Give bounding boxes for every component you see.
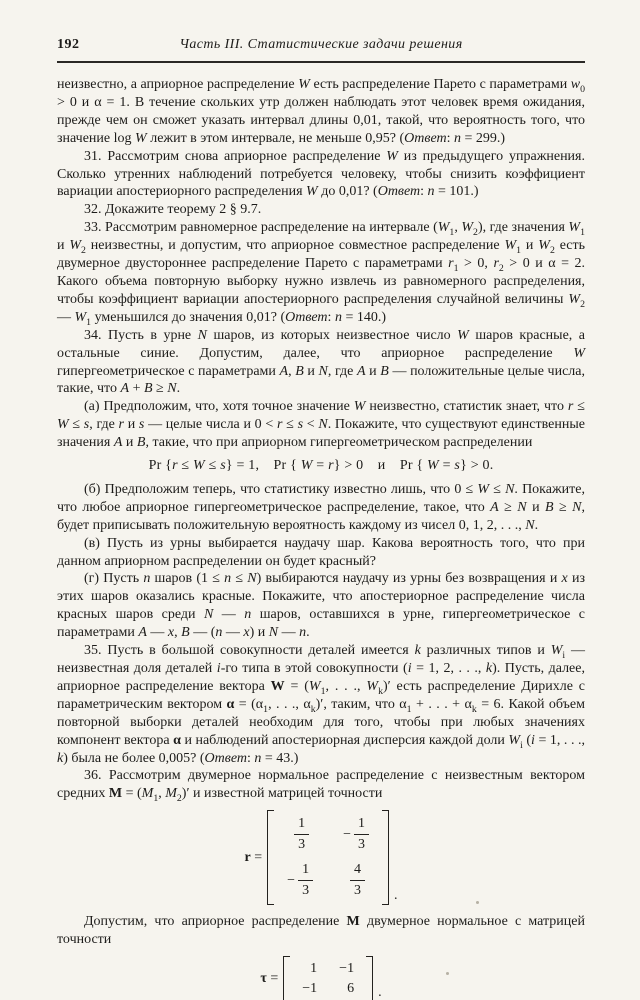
probability-formula: Pr {r ≤ W ≤ s} = 1, Pr { W = r} > 0 и Pr { W = s} > 0. xyxy=(148,458,494,474)
left-bracket xyxy=(283,956,290,1000)
exercise-33: 33. Рассмотрим равномерное распределение на интервале ($W_1$, $W_2$), где значения $W_1$ и $W_2$ неизвестны, и допустим, что априорное совместное распределение $W_1$ и $W_2$ есть двумерное двустороннее распределение Парето с параметрами $r_1 > 0$, $r_2 > 0$ и α = 2. Какого объема повторную выборку нужно извлечь из равномерного распределения, чтобы коэффициент вариации апостериорного распределения случайной величины $W_2$ — $W_1$ уменьшился до значения 0,01? (Ответ: n = 140.) xyxy=(57,220,586,328)
exercise-36-continuation: Допустим, что априорное распределение M двумерное нормальное с матрицей точности xyxy=(57,913,585,947)
precision-matrix-r xyxy=(57,810,585,905)
matrix-tau-body xyxy=(283,956,373,1000)
paragraph-continuation: неизвестно, а априорное распределение W есть распределение Парето с параметрами $w_0 > 0$ и α = 1. В течение скольких утр должен наблюдать этот человек время ожидания, прежде чем он сможет указать интервал длины 0,01, такой, что вероятность того, что значение log W лежит в этом интервале, не меньше 0,95? (Ответ: n = 299.) xyxy=(57,77,586,146)
exercise-35: 35. Пусть в большой совокупности деталей имеется k различных типов и $W_i$ — неизвестная доля деталей i-го типа в этой совокупности (i = 1, 2, . . ., k). Пусть, далее, априорное распределение вектора $W = (W_1$, . . ., $W_k)'$ есть распределение Дирихле с параметрическим вектором $\alpha = (\alpha_1$, . . ., $\alpha_k)'$, таким, что $\alpha_1$ + . . . + $\alpha_k = 6$. Какой объем повторной выборки деталей необходим для того, чтобы при любых значениях компонент вектора α и наблюдений апостериорная дисперсия каждой доли $W_i$ (i = 1, . . ., k) была не более 0,005? (Ответ: n = 43.) xyxy=(57,643,586,766)
matrix-cell: −1 xyxy=(302,980,318,996)
matrix-tau-cells xyxy=(290,956,366,1000)
matrix-cell: $\frac{4}{3}$ xyxy=(347,861,365,900)
running-head: Часть III. Статистические задачи решения xyxy=(179,37,463,52)
matrix-r-label: r = xyxy=(244,849,263,865)
matrix-cell: − $\frac{1}{3}$ xyxy=(343,815,369,854)
exercise-34-part-g: (г) Пусть n шаров (1 ≤ n ≤ N) выбираются наудачу из урны без возвращения и x из этих шаров оказались красные. Покажите, что апостериорное распределение числа красных шаров среди N — n шаров, оставшихся в урне, гипергеометрическое с параметрами A — x, B — (n — x) и N — n. xyxy=(57,571,586,641)
exercise-34: 34. Пусть в урне N шаров, из которых неизвестное число W шаров красные, а остальные синие. Допустим, далее, что априорное распределение W гипергеометрическое с параметрами A, B и N, где A и B — положительные целые числа, такие, что A + B ≥ N. xyxy=(57,327,585,397)
left-bracket xyxy=(267,810,274,905)
scan-speck xyxy=(476,901,479,904)
right-bracket xyxy=(366,956,373,1000)
matrix-r-cells xyxy=(274,810,382,905)
exercise-34-part-v: (в) Пусть из урны выбирается наудачу шар. Какова вероятность того, что при данном априорном распределении он будет красный? xyxy=(57,535,585,569)
exercise-32: 32. Докажите теорему 2 § 9.7. xyxy=(84,202,262,218)
matrix-r-body xyxy=(267,810,389,905)
matrix-r-period: . xyxy=(393,887,398,903)
matrix-cell: −1 xyxy=(339,960,355,976)
matrix-cell: − $\frac{1}{3}$ xyxy=(287,861,313,900)
page-number: 192 xyxy=(57,37,80,52)
page-header xyxy=(57,36,585,63)
matrix-tau-period: . xyxy=(378,984,382,1000)
matrix-cell: 1 xyxy=(310,960,318,976)
scan-speck xyxy=(446,972,449,975)
exercise-34-part-a: (а) Предположим, что, хотя точное значение W неизвестно, статистик знает, что r ≤ W ≤ s, где r и s — целые числа и 0 < r ≤ s < N. Покажите, что существуют единственные значения A и B, такие, что при априорном гипергеометрическом распределении xyxy=(57,399,585,451)
exercise-36: 36. Рассмотрим двумерное нормальное распределение с неизвестным вектором средних $M = (M_1$, $M_2)'$ и известной матрицей точности xyxy=(57,768,585,805)
precision-matrix-tau xyxy=(57,956,585,1000)
exercise-31: 31. Рассмотрим снова априорное распределение W из предыдущего упражнения. Сколько утренних наблюдений потребуется человеку, чтобы снизить коэффициент вариации апостериорного распределения W до 0,01? (Ответ: n = 101.) xyxy=(57,148,585,200)
matrix-cell: 6 xyxy=(347,980,355,996)
matrix-cell: $\frac{1}{3}$ xyxy=(291,815,309,854)
matrix-tau-label: τ = xyxy=(260,970,279,986)
right-bracket xyxy=(382,810,389,905)
exercise-34-part-b: (б) Предположим теперь, что статистику известно лишь, что 0 ≤ W ≤ N. Покажите, что любое априорное гипергеометрическое распределение, такое, что A ≥ N и B ≥ N, будет приписывать положительную вероятность каждому из чисел 0, 1, 2, . . ., N. xyxy=(57,481,586,533)
